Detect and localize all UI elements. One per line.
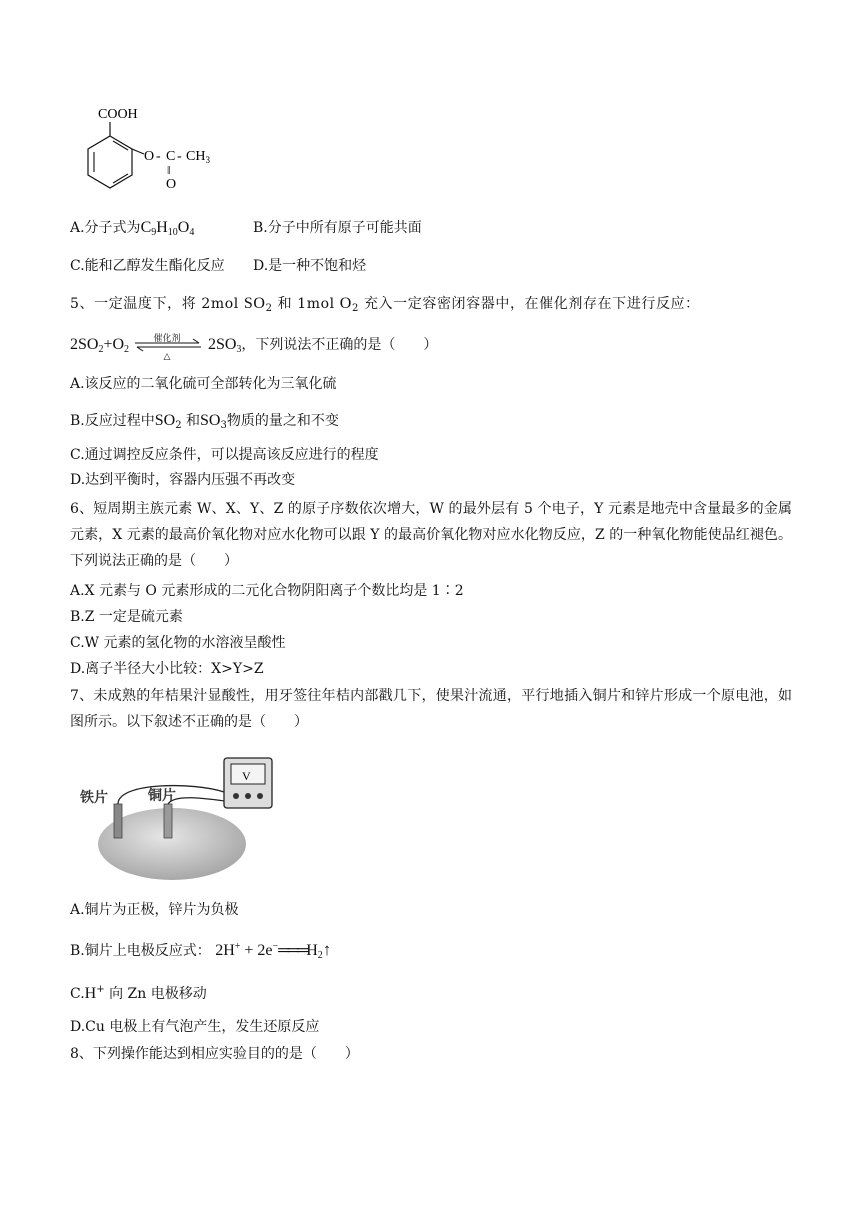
formula-c9h10o4: $C_9H_{10}O_4$ (140, 219, 195, 238)
dash-2: - (177, 149, 182, 164)
catalyst-label: 催化剂 (153, 334, 181, 344)
double-bond: ‖ (167, 163, 171, 177)
q7-figure (74, 752, 274, 882)
structure-drawing (70, 100, 250, 200)
equilibrium-arrow (133, 334, 203, 362)
q4-row-1 (70, 218, 422, 238)
q7-stem: 7、未成熟的年桔果汁显酸性，用牙签往年桔内部戳几下，使果汁流通，平行地插入铜片和锌片形成一个原电池，如图所示。以下叙述不正确的是（ ） (70, 688, 792, 730)
q7-option-c[interactable]: C.H+ 向 Zn 电极移动 (70, 984, 207, 1002)
iron-electrode (114, 804, 122, 838)
electrode-equation: $2H^+ + 2e^-═══H_2↑$ (215, 940, 332, 961)
galvanic-cell-figure (74, 752, 274, 882)
carbonyl-c-label: C (166, 149, 176, 164)
q5-stem: 5、一定温度下，将 2mol $SO_2$ 和 1mol $O_2$ 充入一定容密闭容器中，在催化剂存在下进行反应： (70, 295, 700, 314)
q7-option-d[interactable]: D.Cu 电极上有气泡产生，发生还原反应 (70, 1019, 320, 1035)
q5-option-d[interactable]: D.达到平衡时，容器内压强不再改变 (70, 472, 296, 488)
q5-option-b[interactable]: B.反应过程中$SO_2$ 和$SO_3$物质的量之和不变 (70, 412, 339, 431)
q7-option-a[interactable]: A.铜片为正极，锌片为负极 (70, 902, 239, 918)
carbonyl-o-label: O (166, 177, 177, 192)
q4-row-2 (70, 256, 367, 276)
q5-option-a[interactable]: A.该反应的二氧化硫可全部转化为三氧化硫 (70, 376, 337, 392)
structure-aspirin (70, 100, 250, 200)
q5-equation-line: $2SO_2+O_2$ 催化剂 △ $2SO_3$，下列说法不正确的是（ ） (70, 335, 437, 365)
q6-option-d[interactable]: D.离子半径大小比较：X>Y>Z (70, 661, 264, 677)
q5-option-c[interactable]: C.通过调控反应条件，可以提高该反应进行的程度 (70, 447, 379, 463)
cooh-label: COOH (98, 107, 138, 122)
q4-option-b[interactable]: B.分子中所有原子可能共面 (253, 220, 422, 236)
q5-equation: $2SO_2+O_2$ (70, 336, 130, 355)
label-copper: 铜片 (148, 789, 176, 804)
label-iron: 铁片 (80, 791, 108, 806)
q4-option-c[interactable]: C.能和乙醇发生酯化反应 (70, 258, 225, 274)
q6-option-a[interactable]: A.X 元素与 O 元素形成的二元化合物阴阳离子个数比均是 1∶2 (70, 583, 464, 599)
q8-stem: 8、下列操作能达到相应实验目的的是（ ） (70, 1046, 359, 1062)
q6-option-c[interactable]: C.W 元素的氢化物的水溶液呈酸性 (70, 635, 286, 651)
voltmeter-label: V (242, 769, 251, 783)
ester-o-label: O (144, 149, 155, 164)
dash-1: - (156, 149, 161, 164)
q4-option-a[interactable]: A.分子式为$C_9H_{10}O_4$ (70, 219, 195, 238)
q6-stem: 6、短周期主族元素 W、X、Y、Z 的原子序数依次增大，W 的最外层有 5 个电子，Y 元素是地壳中含量最多的金属元素，X 元素的最高价氧化物对应水化物可以跟 Y 的最高价氧化物对应水化物反应，Z 的一种氧化物能使品红褪色。下列说法正确的是（ ） (70, 501, 792, 569)
q4-option-d[interactable]: D.是一种不饱和烃 (253, 258, 367, 274)
ch3-label: $CH_3$ (186, 149, 210, 165)
q7-option-b[interactable]: B.铜片上电极反应式： $2H^+ + 2e^-═══H_2↑$ (70, 940, 332, 961)
heat-label: △ (163, 352, 171, 362)
q6-option-b[interactable]: B.Z 一定是硫元素 (70, 609, 183, 625)
copper-electrode (164, 804, 172, 838)
